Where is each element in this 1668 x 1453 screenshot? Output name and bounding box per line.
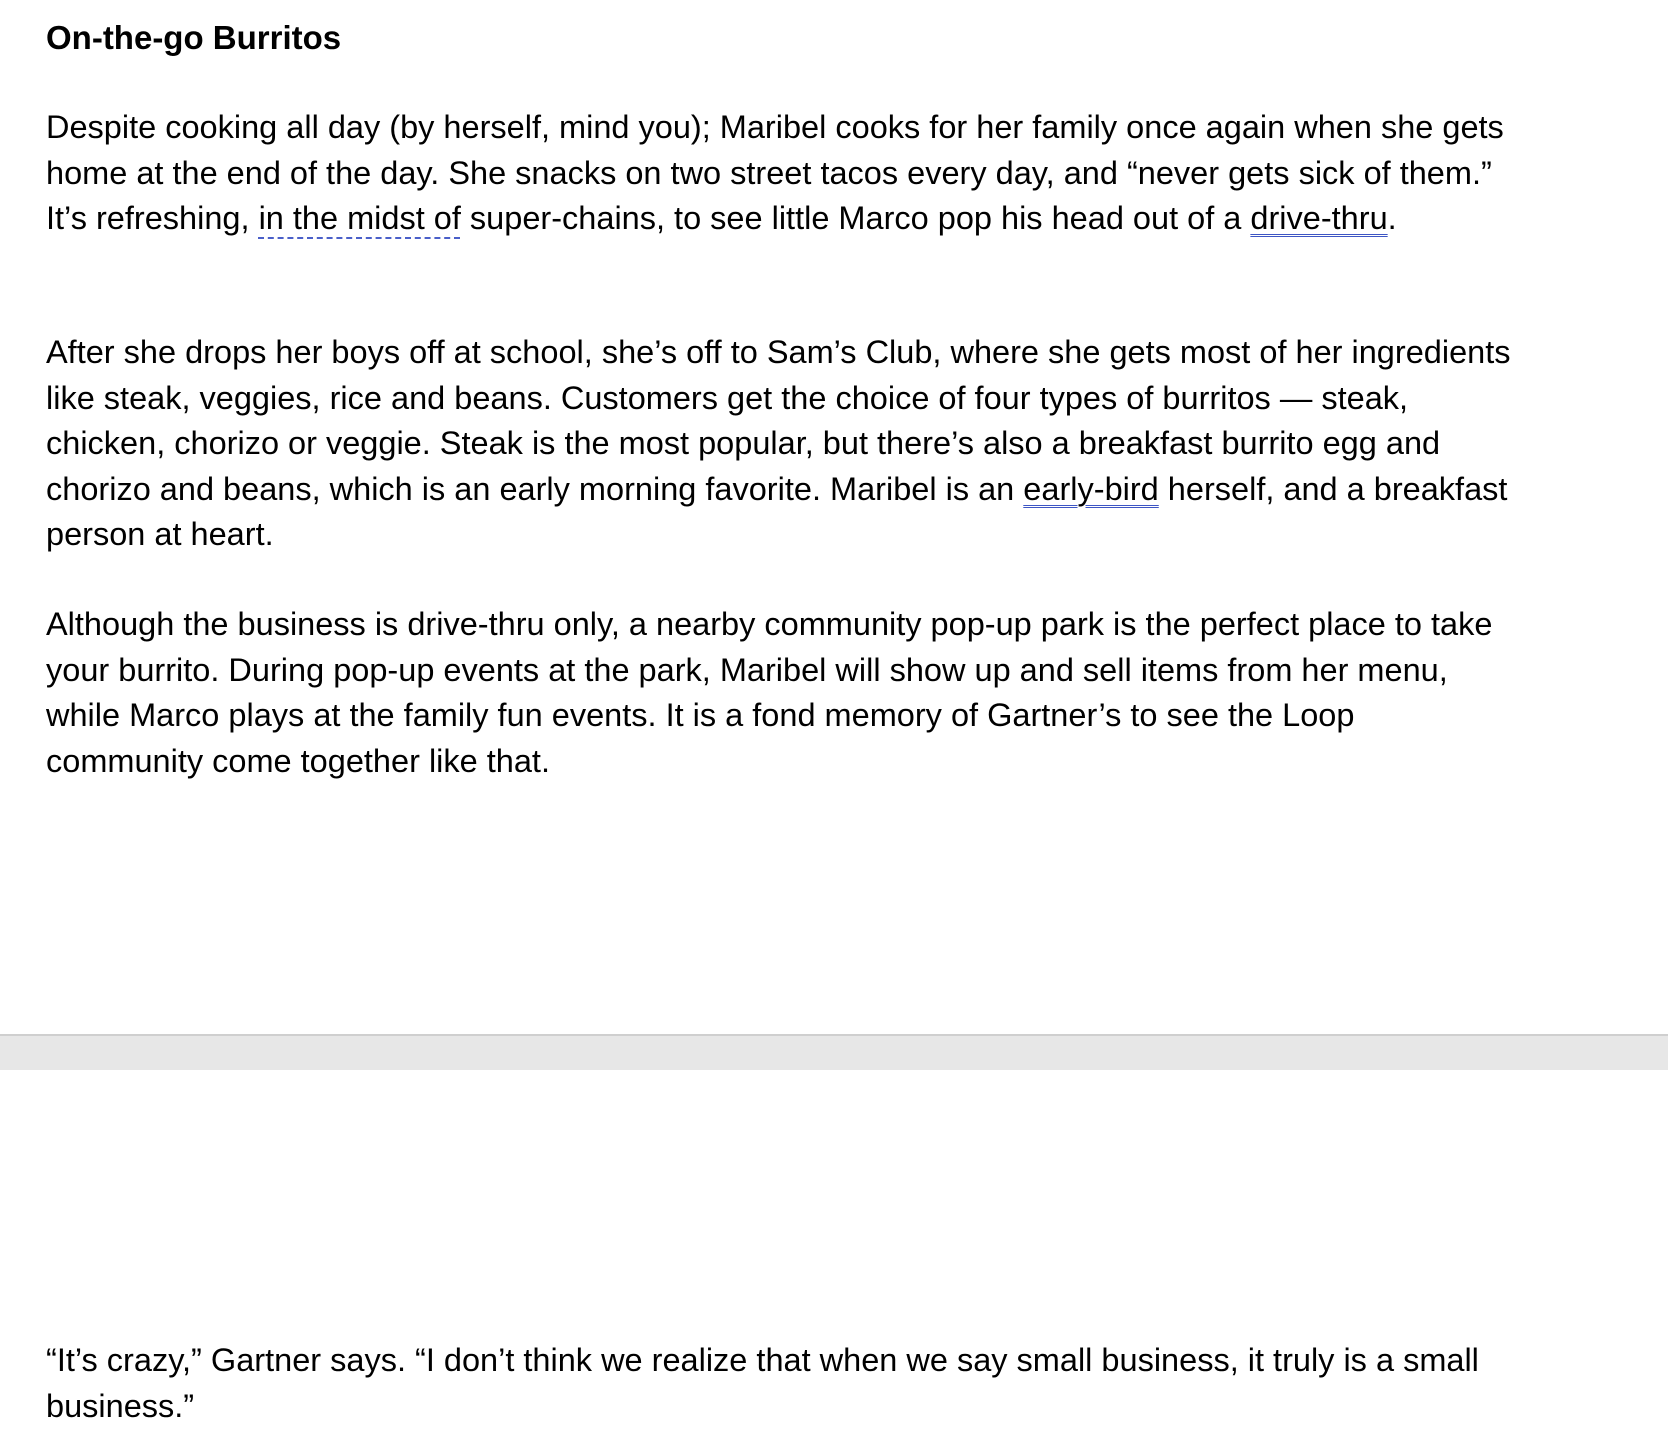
- paragraph-3[interactable]: [46, 602, 1516, 784]
- text-segment: Although the business is drive-thru only, a nearby community pop-up park is the perfect place to take your burrito. During pop-up events at the park, Maribel will show up and sell items from her menu, while Marco plays at the family fun events. It is a fond memory of Gartner’s to see the Loop community come together like that.: [46, 606, 1493, 779]
- text-segment: “It’s crazy,” Gartner says. “I don’t think we realize that when we say small business, it truly is a small business.”: [46, 1342, 1479, 1424]
- text-segment: herself, and a breakfast person at heart.: [46, 470, 1508, 552]
- text-segment: After she drops her boys off at school, she’s off to Sam’s Club, where she gets most of her ingredients like steak, veggies, rice and beans. Customers get the choice of four types of burritos — steak, chicken, chorizo or veggie. Steak is the most popular, but there’s also a breakfast burrito egg and chorizo and beans, which is an early morning favorite. Maribel is an: [46, 334, 1511, 507]
- paragraph-2[interactable]: [46, 330, 1516, 558]
- text-segment: super-chains, to see little Marco pop his head out of a: [460, 200, 1251, 236]
- grammar-suggestion-underline[interactable]: in the midst of: [258, 200, 461, 236]
- text-segment: Despite cooking all day (by herself, mind you); Maribel cooks for her family once again when she gets home at the end of the day. She snacks on two street tacos every day, and “never gets sick of them.” It’s refreshing,: [46, 109, 1504, 236]
- section-heading: On-the-go Burritos: [46, 19, 342, 56]
- paragraph-1[interactable]: [46, 105, 1516, 242]
- paragraph-4[interactable]: [46, 1338, 1516, 1429]
- style-suggestion-underline[interactable]: drive-thru: [1250, 200, 1388, 236]
- text-segment: .: [1387, 200, 1397, 236]
- page-break-separator: [0, 1034, 1668, 1072]
- style-suggestion-underline[interactable]: early-bird: [1023, 470, 1159, 507]
